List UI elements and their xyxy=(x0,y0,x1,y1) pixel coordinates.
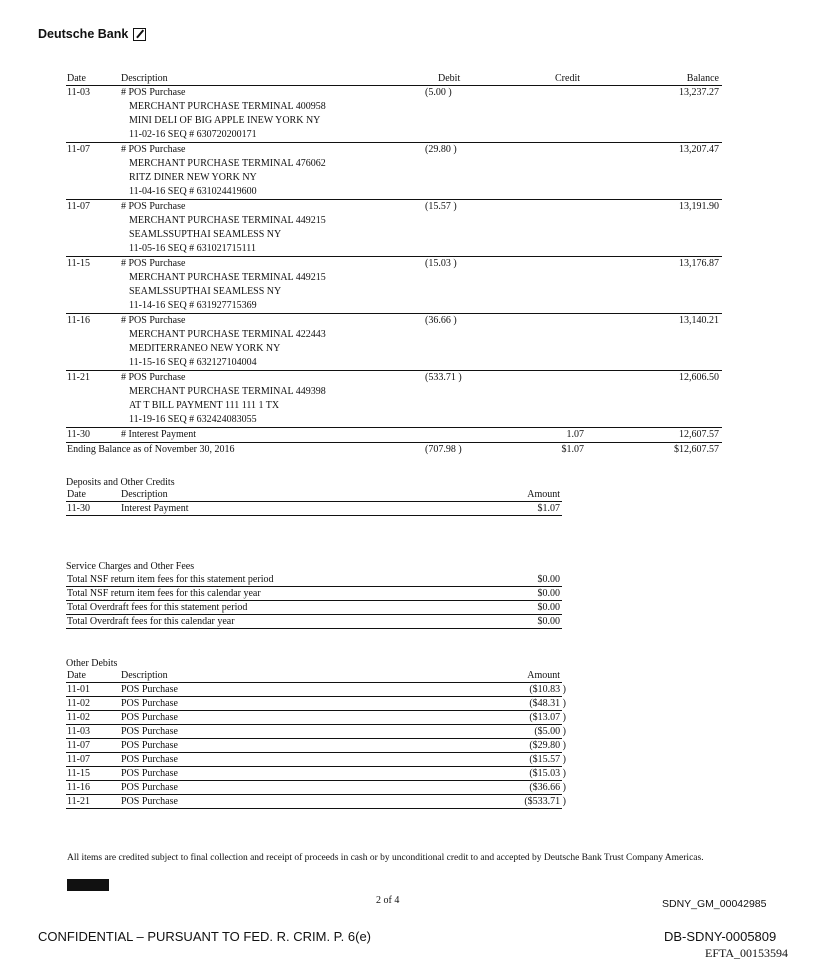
fees-section xyxy=(66,560,562,629)
debit-row xyxy=(66,739,566,753)
transaction-row xyxy=(66,428,722,442)
transaction-detail-text: SEAMLSSUPTHAI SEAMLESS NY xyxy=(129,229,282,240)
debit-date: 11-07 xyxy=(67,740,90,751)
debit-amount: ($15.03 ) xyxy=(529,768,566,779)
transaction-date: 11-21 xyxy=(67,372,90,383)
transaction-detail-line xyxy=(66,157,722,171)
fee-amount: $0.00 xyxy=(537,602,560,613)
deposits-section xyxy=(66,476,562,516)
transaction-detail-line xyxy=(66,399,722,413)
header-description: Description xyxy=(121,73,168,84)
transaction-credit: 1.07 xyxy=(566,429,584,440)
fee-amount: $0.00 xyxy=(537,588,560,599)
transaction-table xyxy=(66,73,722,457)
transaction-detail-text: MERCHANT PURCHASE TERMINAL 400958 xyxy=(129,101,326,112)
debit-description: POS Purchase xyxy=(121,698,178,709)
transaction-detail-text: 11-04-16 SEQ # 631024419600 xyxy=(129,186,257,197)
transaction-detail-line xyxy=(66,342,722,356)
transaction-detail-text: MINI DELI OF BIG APPLE INEW YORK NY xyxy=(129,115,321,126)
transaction-detail-text: AT T BILL PAYMENT 111 111 1 TX xyxy=(129,400,280,411)
transaction-block xyxy=(66,143,722,200)
transaction-detail-line xyxy=(66,185,722,199)
debit-row xyxy=(66,753,566,767)
transaction-detail-line xyxy=(66,285,722,299)
transaction-balance: 12,606.50 xyxy=(679,372,719,383)
transaction-block xyxy=(66,257,722,314)
debit-description: POS Purchase xyxy=(121,712,178,723)
transaction-row xyxy=(66,314,722,328)
transaction-detail-text: MERCHANT PURCHASE TERMINAL 422443 xyxy=(129,329,326,340)
fee-label: Total NSF return item fees for this calendar year xyxy=(67,588,261,599)
deposit-description: Interest Payment xyxy=(121,503,189,514)
transaction-debit: (36.66 ) xyxy=(425,315,457,326)
transaction-balance: 13,176.87 xyxy=(679,258,719,269)
debit-amount: ($10.83 ) xyxy=(529,684,566,695)
fees-title: Service Charges and Other Fees xyxy=(66,561,195,572)
transaction-detail-text: 11-02-16 SEQ # 630720200171 xyxy=(129,129,257,140)
transaction-detail-line xyxy=(66,228,722,242)
transaction-row xyxy=(66,143,722,157)
transaction-balance: 13,207.47 xyxy=(679,144,719,155)
transaction-detail-line xyxy=(66,328,722,342)
debit-date: 11-15 xyxy=(67,768,90,779)
debit-date: 11-07 xyxy=(67,754,90,765)
confidential-notice: CONFIDENTIAL – PURSUANT TO FED. R. CRIM. P. 6(e) xyxy=(38,929,372,944)
debit-amount: ($533.71 ) xyxy=(524,796,566,807)
deposit-amount: $1.07 xyxy=(537,503,560,514)
ending-debit-total: (707.98 ) xyxy=(425,444,462,455)
debit-date: 11-21 xyxy=(67,796,90,807)
transaction-detail-line xyxy=(66,242,722,256)
transaction-block xyxy=(66,86,722,143)
transaction-balance: 13,237.27 xyxy=(679,87,719,98)
transaction-date: 11-07 xyxy=(67,201,90,212)
header-debit: Debit xyxy=(438,73,461,84)
transaction-detail-line xyxy=(66,356,722,370)
transaction-detail-text: MERCHANT PURCHASE TERMINAL 476062 xyxy=(129,158,326,169)
header-balance: Balance xyxy=(686,73,719,84)
transaction-balance: 13,140.21 xyxy=(679,315,719,326)
fee-label: Total Overdraft fees for this calendar year xyxy=(67,616,235,627)
deposit-row xyxy=(66,502,562,516)
transaction-detail-line xyxy=(66,214,722,228)
page-number: 2 of 4 xyxy=(376,895,400,906)
transaction-block xyxy=(66,200,722,257)
transaction-detail-text: RITZ DINER NEW YORK NY xyxy=(129,172,257,183)
debit-row xyxy=(66,711,566,725)
transaction-type: # POS Purchase xyxy=(121,87,186,98)
transaction-detail-text: 11-14-16 SEQ # 631927715369 xyxy=(129,300,257,311)
deposits-body xyxy=(66,502,562,516)
fee-label: Total Overdraft fees for this statement period xyxy=(67,602,248,613)
fee-row xyxy=(66,615,562,629)
transaction-table-body xyxy=(66,86,722,443)
debit-date: 11-03 xyxy=(67,726,90,737)
fee-row xyxy=(66,573,562,587)
other-debits-section xyxy=(66,657,566,809)
transaction-debit: (29.80 ) xyxy=(425,144,457,155)
transaction-balance: 13,191.90 xyxy=(679,201,719,212)
transaction-table-header xyxy=(66,73,722,86)
transaction-detail-text: MEDITERRANEO NEW YORK NY xyxy=(129,343,281,354)
fee-amount: $0.00 xyxy=(537,574,560,585)
transaction-balance: 12,607.57 xyxy=(679,429,719,440)
debit-row xyxy=(66,795,566,809)
brand-name: Deutsche Bank xyxy=(38,27,129,41)
transaction-type: # POS Purchase xyxy=(121,144,186,155)
transaction-type: # Interest Payment xyxy=(121,429,196,440)
transaction-debit: (15.03 ) xyxy=(425,258,457,269)
deposits-title: Deposits and Other Credits xyxy=(66,477,175,488)
transaction-row xyxy=(66,371,722,385)
debit-row xyxy=(66,697,566,711)
other-debits-header-amount: Amount xyxy=(527,670,560,681)
transaction-detail-text: MERCHANT PURCHASE TERMINAL 449215 xyxy=(129,272,326,283)
transaction-detail-line xyxy=(66,299,722,313)
debit-row xyxy=(66,767,566,781)
transaction-date: 11-03 xyxy=(67,87,90,98)
transaction-type: # POS Purchase xyxy=(121,315,186,326)
transaction-row xyxy=(66,200,722,214)
debit-amount: ($29.80 ) xyxy=(529,740,566,751)
transaction-detail-line xyxy=(66,271,722,285)
fee-row xyxy=(66,587,562,601)
header-date: Date xyxy=(67,73,86,84)
deposits-header-date: Date xyxy=(67,489,86,500)
ending-balance-label: Ending Balance as of November 30, 2016 xyxy=(67,444,235,455)
transaction-debit: (5.00 ) xyxy=(425,87,452,98)
fee-amount: $0.00 xyxy=(537,616,560,627)
db-bates-number: DB-SDNY-0005809 xyxy=(664,929,777,944)
debit-description: POS Purchase xyxy=(121,726,178,737)
transaction-date: 11-15 xyxy=(67,258,90,269)
other-debits-header-description: Description xyxy=(121,670,168,681)
bank-logo xyxy=(38,27,146,41)
transaction-debit: (15.57 ) xyxy=(425,201,457,212)
debit-row xyxy=(66,725,566,739)
debit-description: POS Purchase xyxy=(121,796,178,807)
deposits-header xyxy=(66,489,562,502)
fee-label: Total NSF return item fees for this statement period xyxy=(67,574,274,585)
transaction-detail-text: 11-19-16 SEQ # 632424083055 xyxy=(129,414,257,425)
fees-body xyxy=(66,573,562,629)
transaction-detail-line xyxy=(66,171,722,185)
transaction-block xyxy=(66,371,722,428)
disclaimer-text: All items are credited subject to final collection and receipt of proceeds in cash or by unconditional credit to and accepted by Deutsche Bank Trust Company Americas. xyxy=(67,853,704,863)
debit-amount: ($36.66 ) xyxy=(529,782,566,793)
redaction-block xyxy=(67,879,109,891)
transaction-detail-text: 11-15-16 SEQ # 632127104004 xyxy=(129,357,257,368)
debit-amount: ($5.00 ) xyxy=(534,726,566,737)
debit-row xyxy=(66,781,566,795)
deposit-date: 11-30 xyxy=(67,503,90,514)
deutsche-bank-slash-icon xyxy=(133,28,146,41)
debit-description: POS Purchase xyxy=(121,782,178,793)
transaction-row xyxy=(66,86,722,100)
fee-row xyxy=(66,601,562,615)
transaction-debit: (533.71 ) xyxy=(425,372,462,383)
transaction-row xyxy=(66,257,722,271)
transaction-block xyxy=(66,428,722,443)
transaction-type: # POS Purchase xyxy=(121,372,186,383)
transaction-type: # POS Purchase xyxy=(121,258,186,269)
transaction-detail-line xyxy=(66,413,722,427)
header-credit: Credit xyxy=(555,73,580,84)
debit-description: POS Purchase xyxy=(121,740,178,751)
transaction-date: 11-07 xyxy=(67,144,90,155)
transaction-type: # POS Purchase xyxy=(121,201,186,212)
efta-number: EFTA_00153594 xyxy=(705,946,789,960)
debit-amount: ($15.57 ) xyxy=(529,754,566,765)
ending-balance-total: $12,607.57 xyxy=(674,444,719,455)
debit-amount: ($48.31 ) xyxy=(529,698,566,709)
transaction-block xyxy=(66,314,722,371)
debit-date: 11-02 xyxy=(67,698,90,709)
debit-description: POS Purchase xyxy=(121,768,178,779)
transaction-date: 11-30 xyxy=(67,429,90,440)
other-debits-title: Other Debits xyxy=(66,658,118,669)
transaction-detail-text: MERCHANT PURCHASE TERMINAL 449215 xyxy=(129,215,326,226)
transaction-detail-text: SEAMLSSUPTHAI SEAMLESS NY xyxy=(129,286,282,297)
transaction-detail-line xyxy=(66,385,722,399)
ending-balance-row xyxy=(66,443,722,457)
transaction-date: 11-16 xyxy=(67,315,90,326)
debit-date: 11-01 xyxy=(67,684,90,695)
other-debits-body xyxy=(66,683,566,809)
transaction-detail-line xyxy=(66,100,722,114)
debit-amount: ($13.07 ) xyxy=(529,712,566,723)
deposits-header-amount: Amount xyxy=(527,489,560,500)
debit-description: POS Purchase xyxy=(121,684,178,695)
transaction-detail-text: 11-05-16 SEQ # 631021715111 xyxy=(129,243,256,254)
ending-credit-total: $1.07 xyxy=(561,444,584,455)
deposits-header-description: Description xyxy=(121,489,168,500)
transaction-detail-line xyxy=(66,114,722,128)
transaction-detail-line xyxy=(66,128,722,142)
debit-description: POS Purchase xyxy=(121,754,178,765)
debit-row xyxy=(66,683,566,697)
debit-date: 11-16 xyxy=(67,782,90,793)
transaction-detail-text: MERCHANT PURCHASE TERMINAL 449398 xyxy=(129,386,326,397)
sdny-bates-number: SDNY_GM_00042985 xyxy=(662,898,767,910)
debit-date: 11-02 xyxy=(67,712,90,723)
other-debits-header xyxy=(66,670,562,683)
other-debits-header-date: Date xyxy=(67,670,86,681)
